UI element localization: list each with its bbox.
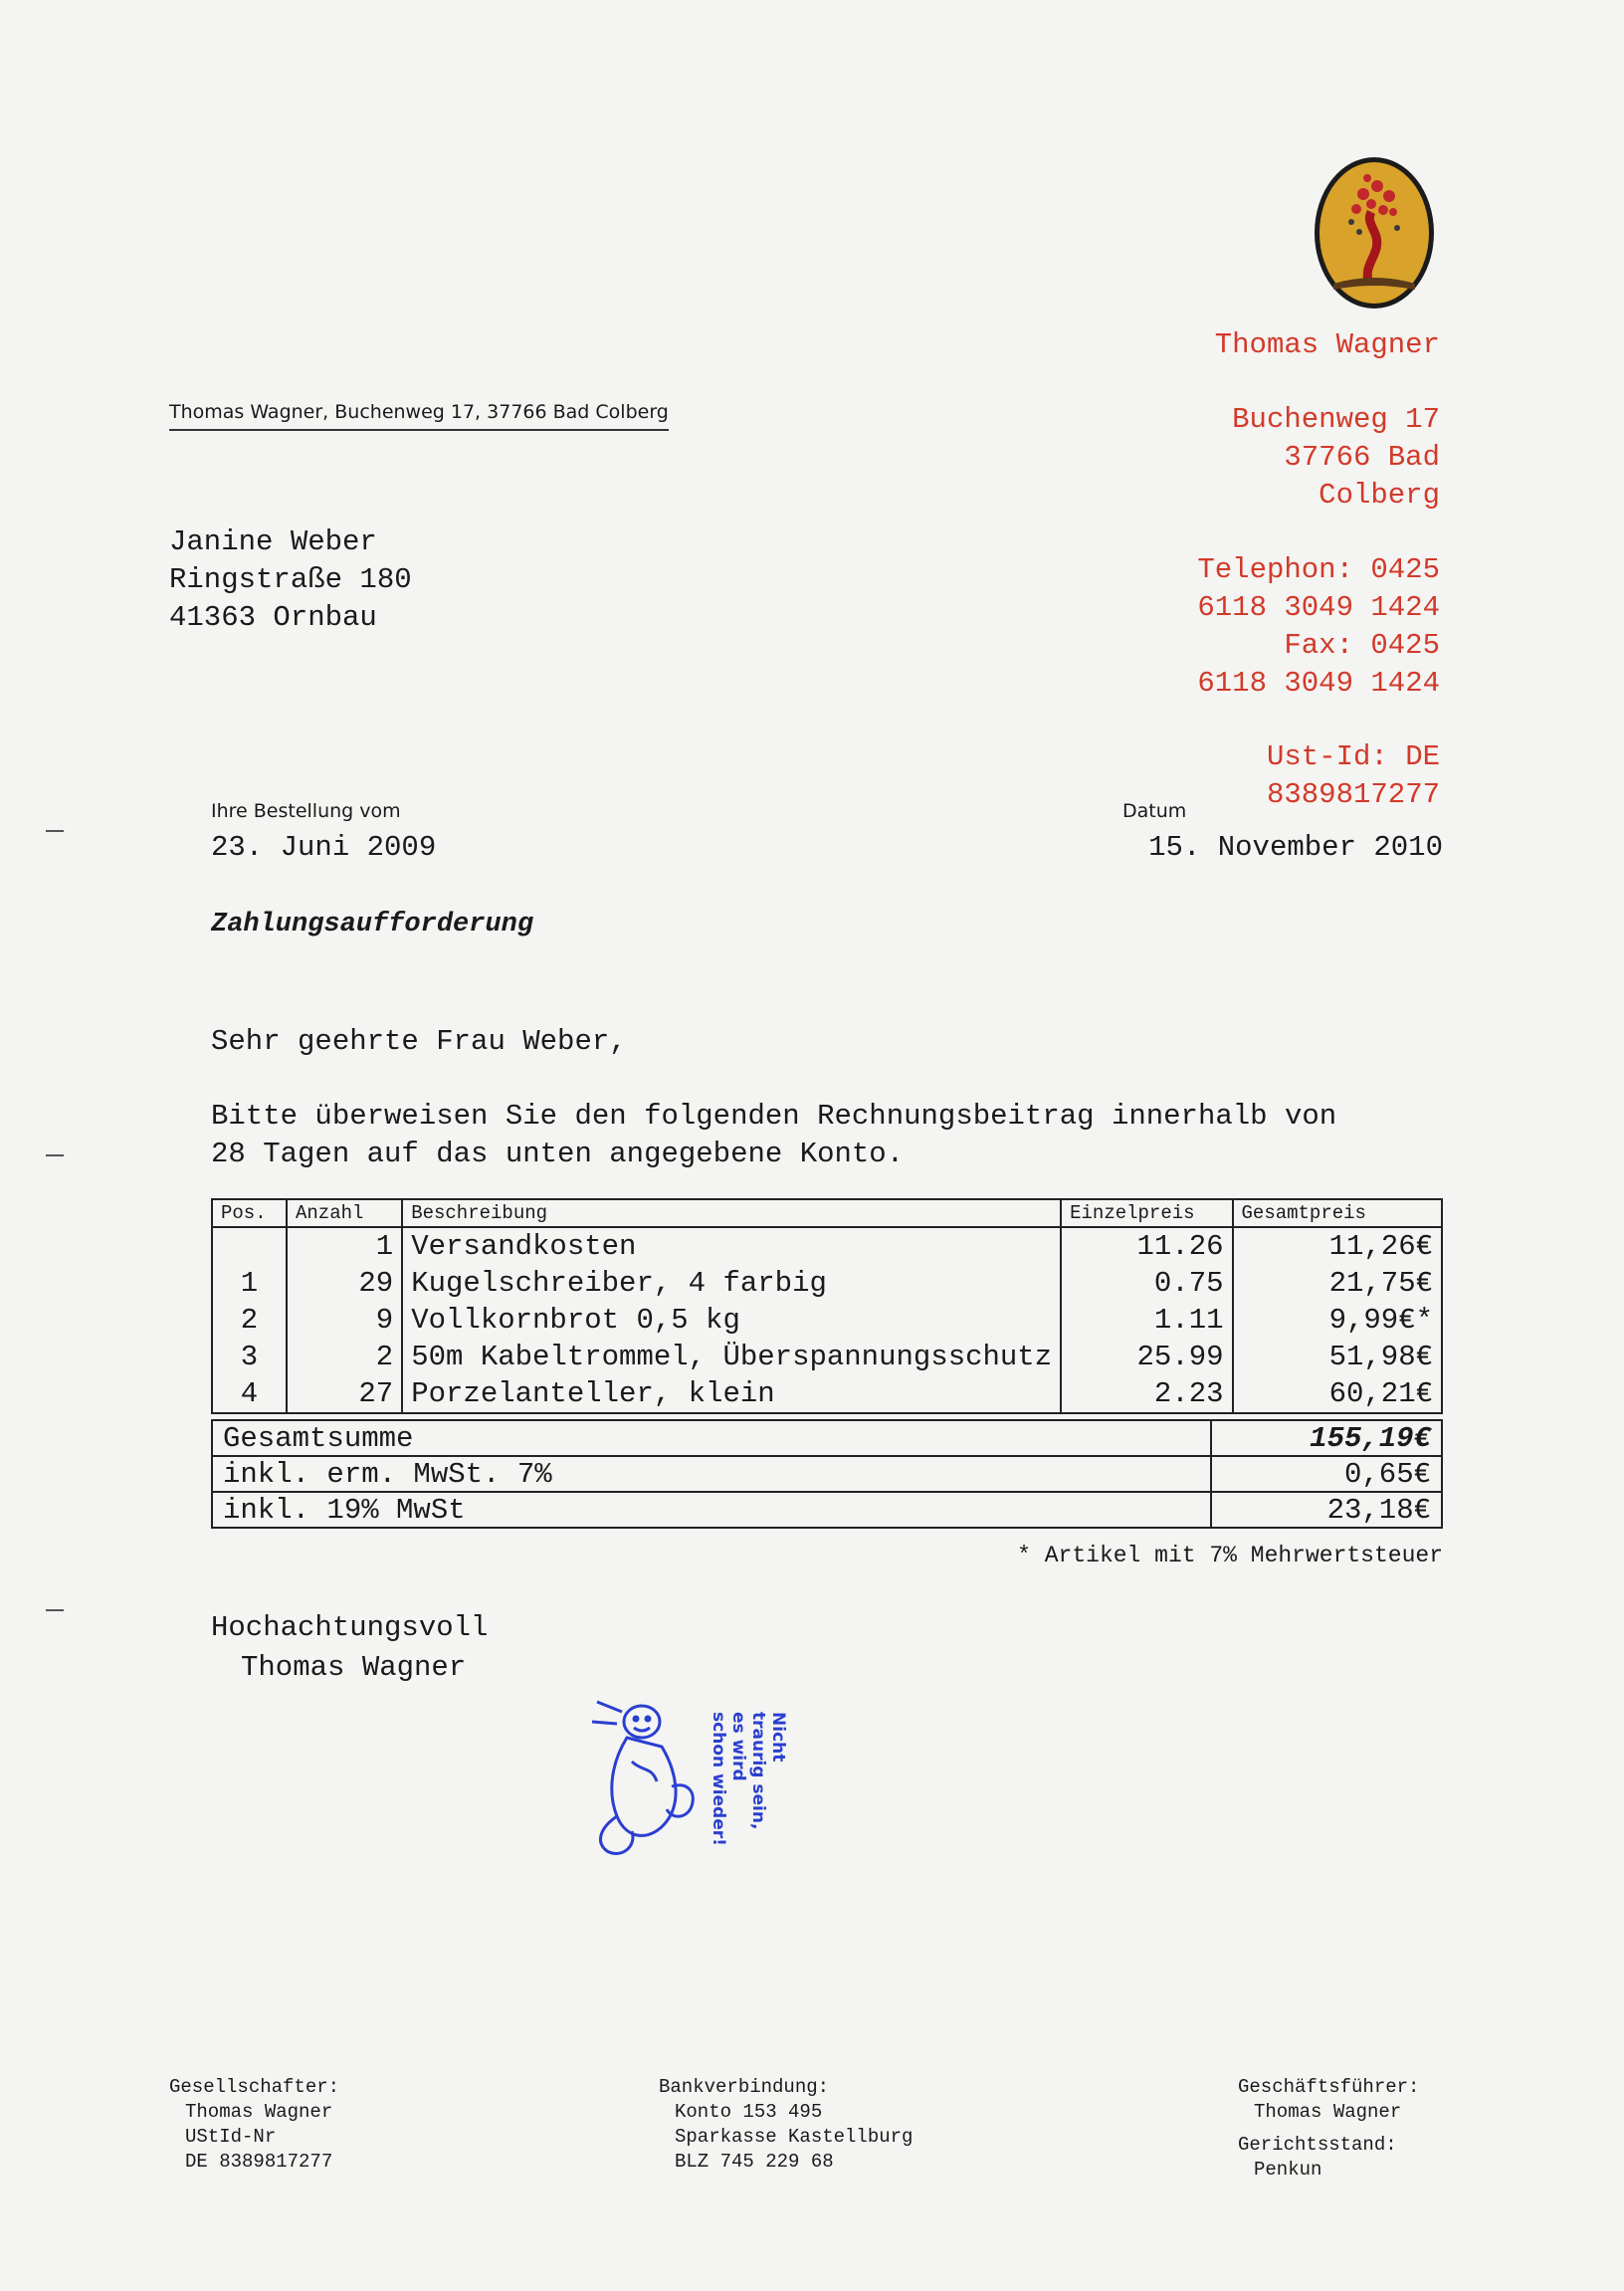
row-gesamtpreis: 60,21€ — [1233, 1375, 1442, 1413]
footer-line: Thomas Wagner — [1254, 2101, 1402, 2123]
footer-partners — [169, 2075, 339, 2175]
footer-management — [1238, 2075, 1419, 2183]
ust-id-number: 8389817277 — [1266, 778, 1440, 811]
sender-contact — [1197, 551, 1440, 703]
footer-bank — [659, 2075, 913, 2175]
table-row — [212, 1420, 1442, 1456]
table-row — [212, 1456, 1442, 1492]
row-einzelpreis: 11.26 — [1061, 1227, 1232, 1265]
body-line: 28 Tagen auf das unten angegebene Konto. — [211, 1138, 905, 1170]
footer-line: DE 8389817277 — [185, 2151, 333, 2173]
table-row — [212, 1265, 1442, 1302]
row-einzelpreis: 2.23 — [1061, 1375, 1232, 1413]
fold-mark — [46, 1609, 64, 1611]
table-row — [212, 1375, 1442, 1413]
row-einzelpreis: 25.99 — [1061, 1339, 1232, 1375]
row-beschreibung: Porzelanteller, klein — [402, 1375, 1061, 1413]
document-date-label: Datum — [1122, 800, 1187, 822]
closing — [211, 1608, 488, 1688]
footer-line: Sparkasse Kastellburg — [675, 2126, 914, 2148]
sender-name: Thomas Wagner — [1214, 328, 1440, 361]
table-row — [212, 1302, 1442, 1339]
vat-label: inkl. 19% MwSt — [212, 1492, 1211, 1528]
row-einzelpreis: 1.11 — [1061, 1302, 1232, 1339]
document-date: 15. November 2010 — [1148, 831, 1443, 864]
footnote: * Artikel mit 7% Mehrwertsteuer — [1017, 1543, 1443, 1568]
sender-fax-label: Fax: 0425 — [1284, 629, 1440, 662]
recipient-address — [169, 523, 412, 637]
closing-greeting: Hochachtungsvoll — [211, 1611, 489, 1644]
reduced-vat-value: 0,65€ — [1211, 1456, 1442, 1492]
stamp-image — [582, 1692, 801, 1881]
tree-logo-icon — [1312, 154, 1437, 312]
order-date-label: Ihre Bestellung vom — [211, 800, 401, 822]
vat-value: 23,18€ — [1211, 1492, 1442, 1528]
row-gesamtpreis: 51,98€ — [1233, 1339, 1442, 1375]
footer-title: Geschäftsführer: — [1238, 2076, 1420, 2098]
sender-address-line: Buchenweg 17 — [1232, 403, 1440, 436]
stamp-text-4: schon wieder! — [709, 1712, 728, 1846]
return-address: Thomas Wagner, Buchenweg 17, 37766 Bad Colberg — [169, 401, 669, 431]
table-row — [212, 1492, 1442, 1528]
header-anzahl: Anzahl — [287, 1199, 402, 1227]
row-anzahl: 27 — [287, 1375, 402, 1413]
row-gesamtpreis: 11,26€ — [1233, 1227, 1442, 1265]
row-gesamtpreis: 9,99€* — [1233, 1302, 1442, 1339]
totals-table — [211, 1419, 1443, 1529]
ust-id-label: Ust-Id: DE — [1266, 740, 1440, 773]
header-pos: Pos. — [212, 1199, 287, 1227]
footer-line: BLZ 745 229 68 — [675, 2151, 834, 2173]
header-gesamtpreis: Gesamtpreis — [1233, 1199, 1442, 1227]
closing-signature: Thomas Wagner — [241, 1651, 467, 1684]
stamp-text-3: es wird — [728, 1712, 748, 1781]
row-beschreibung: Kugelschreiber, 4 farbig — [402, 1265, 1061, 1302]
header-beschreibung: Beschreibung — [402, 1199, 1061, 1227]
recipient-name: Janine Weber — [169, 525, 377, 558]
row-anzahl: 1 — [287, 1227, 402, 1265]
sender-address-line: Colberg — [1319, 479, 1440, 512]
row-pos: 2 — [212, 1302, 287, 1339]
total-label: Gesamtsumme — [212, 1420, 1211, 1456]
footer-title: Bankverbindung: — [659, 2076, 830, 2098]
row-pos: 1 — [212, 1265, 287, 1302]
sender-ust-id — [1267, 738, 1440, 814]
sender-fax-number: 6118 3049 1424 — [1197, 667, 1440, 700]
table-header-row — [212, 1199, 1442, 1227]
fold-mark — [46, 830, 64, 832]
fold-mark — [46, 1154, 64, 1156]
total-value: 155,19€ — [1211, 1420, 1442, 1456]
stamp-text-1: Nicht — [768, 1712, 788, 1763]
row-pos: 4 — [212, 1375, 287, 1413]
footer-line: UStId-Nr — [185, 2126, 277, 2148]
table-row — [212, 1227, 1442, 1265]
sender-phone-label: Telephon: 0425 — [1197, 553, 1440, 586]
row-beschreibung: 50m Kabeltrommel, Überspannungsschutz — [402, 1339, 1061, 1375]
row-beschreibung: Versandkosten — [402, 1227, 1061, 1265]
footer-title: Gerichtsstand: — [1238, 2134, 1397, 2156]
sender-address-line: 37766 Bad — [1284, 441, 1440, 474]
row-anzahl: 2 — [287, 1339, 402, 1375]
footer-line: Penkun — [1254, 2159, 1322, 2181]
row-pos: 3 — [212, 1339, 287, 1375]
items-table — [211, 1198, 1443, 1414]
footer-title: Gesellschafter: — [169, 2076, 340, 2098]
footer-line: Konto 153 495 — [675, 2101, 823, 2123]
table-row — [212, 1339, 1442, 1375]
row-beschreibung: Vollkornbrot 0,5 kg — [402, 1302, 1061, 1339]
recipient-street: Ringstraße 180 — [169, 563, 412, 596]
order-date: 23. Juni 2009 — [211, 831, 437, 864]
sender-phone-number: 6118 3049 1424 — [1197, 591, 1440, 624]
stamp-text-2: traurig sein, — [748, 1712, 768, 1830]
row-pos — [212, 1227, 287, 1265]
reduced-vat-label: inkl. erm. MwSt. 7% — [212, 1456, 1211, 1492]
footer-line: Thomas Wagner — [185, 2101, 333, 2123]
subject-line: Zahlungsaufforderung — [211, 910, 534, 939]
body-line: Bitte überweisen Sie den folgenden Rechnungsbeitrag innerhalb von — [211, 1100, 1337, 1133]
row-einzelpreis: 0.75 — [1061, 1265, 1232, 1302]
sender-address — [1232, 401, 1440, 515]
header-einzelpreis: Einzelpreis — [1061, 1199, 1232, 1227]
row-anzahl: 9 — [287, 1302, 402, 1339]
body-text — [211, 1098, 1445, 1173]
row-anzahl: 29 — [287, 1265, 402, 1302]
row-gesamtpreis: 21,75€ — [1233, 1265, 1442, 1302]
salutation: Sehr geehrte Frau Weber, — [211, 1025, 627, 1058]
recipient-city: 41363 Ornbau — [169, 601, 377, 634]
